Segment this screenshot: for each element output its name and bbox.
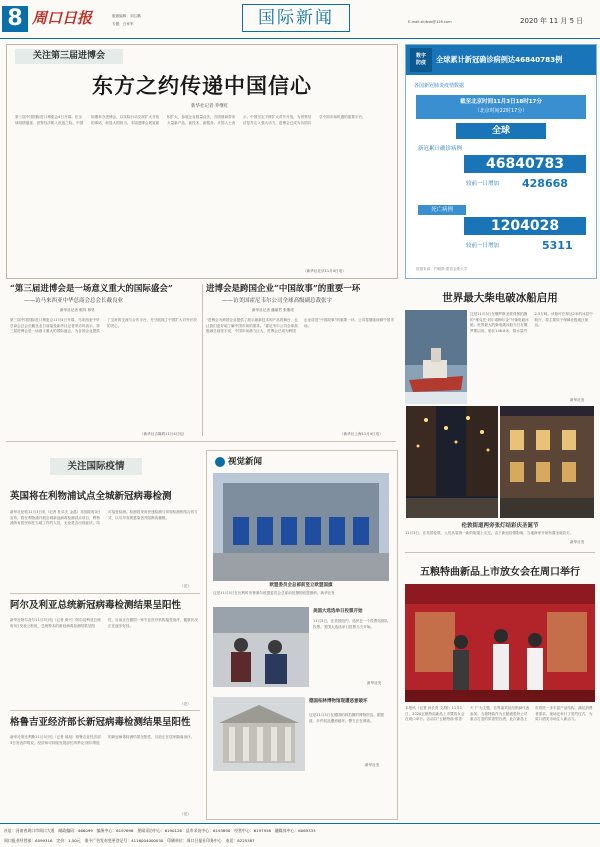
expo-sub2-body: “进博会为跨国企业提供了展示最新技术和产品的舞台，也让我们更好地了解中国市场的需求。”霍尼韦尔公司全球高级副总裁张宇说，中国市场潜力巨大，进博会已成为跨国企业讲述“中国故事”的重要一环，公司将继续深耕中国市场。 <box>206 318 394 334</box>
visual-news-box <box>206 450 398 820</box>
stats-death-delta: 5311 <box>542 239 573 252</box>
masthead <box>0 0 600 39</box>
visual-photo3-footer: 新华社发 <box>365 763 380 767</box>
ship-body: 这是11月3日在俄罗斯圣彼得堡拍摄的“维克托·切尔诺梅尔金”号柴电破冰船。世界最大的柴电破冰船当日在俄罗斯启用，船长146.8米，排水量约2.5万吨。该船可在厚达2米的冰层中航行，将主要用于保障北极地区航运。 <box>470 312 593 333</box>
stats-time-line2: （北京时间22时17分） <box>474 108 528 114</box>
covid-banner: 关注国际疫情 <box>50 458 142 475</box>
london-street-image <box>500 406 594 518</box>
visual-photo2 <box>213 607 309 687</box>
covid-h2: 阿尔及利亚总统新冠病毒检测结果呈阳性 <box>10 600 182 611</box>
stats-death-value: 1204028 <box>464 217 586 235</box>
icebreaker-ship-image <box>405 310 467 404</box>
divider <box>202 284 203 436</box>
expo-sub1-byline: 新华社记者 郁玮 林昊 <box>60 308 95 312</box>
product-launch-stage-image <box>405 584 595 702</box>
london-photo-left <box>406 406 498 518</box>
stats-source-line: 各国新冠肺炎疫情数据 <box>414 83 465 89</box>
expo-sub1-body: 第三届中国国际进口博览会11月4日开幕。马来西亚中华总商会总会长戴良业日前接受新华社记者采访时表示，第三届进博会是一场意义重大的国际盛会，为各国企业提供了宝贵的交流与合作平台，充分展现了中国扩大对外开放的决心。 <box>10 318 197 334</box>
voting-line-image <box>213 607 309 687</box>
visual-photo1-caption: 欧盟委员会总部前竖立欧盟国旗 <box>269 583 333 588</box>
stats-tag <box>410 48 432 72</box>
expo-main-box <box>6 44 398 279</box>
london-caption: 伦敦街道两旁张灯结彩庆圣诞节 <box>461 523 539 529</box>
visual-photo3-caption: 德国柏林博物馆现遭恶意破坏 <box>309 699 368 704</box>
stats-confirmed-value: 46840783 <box>464 155 586 173</box>
divider <box>10 593 200 594</box>
divider <box>6 441 396 442</box>
visual-photo3-body: 这是11月3日在德国柏林拍摄的博物馆岛。据报道，多件展品遭到破坏，警方正在调查。 <box>309 713 385 723</box>
expo-sub2-footer: （新华社上海11月4日电） <box>340 432 383 436</box>
editor-line: 版面编辑：刘召鹏 <box>112 14 141 18</box>
visual-photo2-caption: 美国大选选举日投票开始 <box>313 609 363 614</box>
stats-death-label: 死亡病例 <box>418 205 466 215</box>
edition-label: 国际新闻 <box>242 4 350 32</box>
covid-f3: （完） <box>180 812 191 816</box>
covid-h1: 英国将在利物浦试点全城新冠病毒检测 <box>10 491 172 502</box>
ship-photo <box>405 310 467 404</box>
visual-photo1-body: 这是11月3日在比利时布鲁塞尔欧盟委员会总部前拍摄的欧盟旗帜。新华社发 <box>213 591 335 595</box>
visual-photo3 <box>213 697 305 771</box>
ship-headline: 世界最大柴电破冰船启用 <box>442 292 558 304</box>
london-photo-right <box>500 406 594 518</box>
date-line: 2020 年 11 月 5 日 <box>520 17 584 25</box>
stats-region: 全球 <box>456 123 546 139</box>
expo-body: 第三届中国国际进口博览会4日开幕。在全球疫情蔓延、世界经济陷入低迷之际，中国如期举办进博会，以实际行动兑现扩大开放的承诺，彰显大国担当。本届进博会展览面积扩大，参展企业数量众多，各国展商带来大量新产品、新技术、新服务。多国人士表示，中国坚定不移扩大对外开放，为世界经济复苏注入强大动力，进博会已成为各国共享中国市场机遇的重要平台。 <box>15 115 366 125</box>
footer-rule <box>0 823 600 824</box>
visual-banner <box>215 455 262 469</box>
stats-header-bar <box>406 45 596 75</box>
stats-time-line1: 截至北京时间11月3日18时17分 <box>460 99 542 105</box>
divider <box>10 710 200 711</box>
expo-sub1-title: “第三届进博会是一场意义重大的国际盛会” <box>10 284 173 294</box>
museum-image <box>213 697 305 771</box>
stats-death-delta-label: 较前一日增加 <box>466 243 500 249</box>
page-number: 8 <box>2 6 28 32</box>
stats-header-text: 全球累计新冠确诊病例达46840783例 <box>436 55 563 64</box>
ship-footer: 新华社发 <box>570 398 585 402</box>
covid-f1: （完） <box>180 584 191 588</box>
visual-photo2-footer: 新华社发 <box>367 681 382 685</box>
covid-f2: （完） <box>180 702 191 706</box>
expo-headline: 东方之约传递中国信心 <box>92 73 312 98</box>
stats-confirmed-delta: 428668 <box>522 177 568 190</box>
expo-sub2-deck: ——访美国霍尼韦尔公司全球高级副总裁张宇 <box>222 298 333 304</box>
covid-h3: 格鲁吉亚经济部长新冠病毒检测结果呈阳性 <box>10 717 191 728</box>
expo-byline: 新华社记者 乔继红 <box>191 104 229 109</box>
stats-time-box <box>416 95 586 119</box>
london-street-image <box>406 406 498 518</box>
expo-banner: 关注第三届进博会 <box>15 49 123 64</box>
email-line: E-mail:zkrbsb@126.com <box>408 20 452 24</box>
visual-banner-text: 视觉新闻 <box>228 457 263 467</box>
stats-tag-line2: 防疫 <box>415 60 426 66</box>
stats-tag-line1: 数字 <box>415 53 426 59</box>
divider <box>405 552 595 553</box>
expo-sub2-byline: 新华社记者 潘丽君 张墨成 <box>252 308 294 312</box>
covid-b1: 新华社伦敦11月3日电（记者 杜卓夫 金晶）英国政府3日宣布，将在利物浦开展全城新冠病毒检测试点项目，利物浦所有居民和在当地工作的人员，无论是否出现症状，均可接受检测。检测将采用快速检测与常规检测相结合的方式，以尽早发现感染者并阻断传播链。 <box>10 510 198 526</box>
expo-sub1-footer: （新华社吉隆坡11月4日电） <box>140 432 187 436</box>
footer-line2: 周口报业经营部：6599316 定价：1.50元 准予广告发布变更登记号：4116004000030 印刷单位：周口日报社印务中心 电话：8225387 <box>4 838 255 843</box>
covid-stats-panel <box>405 44 597 279</box>
paper-name: 周口日报 <box>32 9 93 27</box>
london-body: 11月3日，在英国伦敦，人们从装饰一新的街道上走过。由于新冠疫情影响，当地商家开始布置圣诞彩灯。 <box>405 531 574 535</box>
visual-photo1 <box>213 473 389 581</box>
eu-flags-image <box>213 473 389 581</box>
covid-b3: 新华社第比利斯11月3日电（记者 郝旭）格鲁吉亚经济部3日发表声明说，经济和可持续发展部长纳季克·图尔纳娃的新冠病毒检测结果呈阳性，目前正在居家隔离治疗。 <box>10 735 195 745</box>
london-footer: 新华社发 <box>570 540 585 544</box>
footer-line1: 社址：河南省周口市周口大道 邮政编码：466099 编务中心：6197698 要闻采访中心：6190126 县市采访中心：6193890 经营中心：6197958 融媒体中心：6069333 <box>4 828 316 833</box>
stats-confirmed-delta-label: 较前一日增加 <box>466 181 500 187</box>
expo-sub2-title: 进博会是跨国企业“中国故事”的重要一环 <box>206 284 361 294</box>
camera-icon <box>215 457 225 467</box>
covid-b2: 新华社阿尔及尔11月3日电（记者 黄兴）阿尔及利亚总统府3日发表公报说，总统特本的新冠病毒检测结果呈阳性，目前正在德国一家专业医疗机构接受治疗，健康状况正在逐步好转。 <box>10 618 198 628</box>
stats-confirmed-label: 新冠累计确诊病例 <box>418 146 463 152</box>
expo-footer: （新华社北京11月4日电） <box>303 269 346 273</box>
expo-sub1-deck: ——访马来西亚中华总商会总会长戴良业 <box>24 298 124 304</box>
wuliang-photo <box>405 584 595 702</box>
visual-photo2-body: 11月3日，在美国纽约，选民在一个投票站排队投票。美国大选选举日投票当天开始。 <box>313 619 389 629</box>
wuliang-headline: 五粮特曲新品上市放女会在周口举行 <box>420 567 580 578</box>
wuliang-body: 本报讯（记者 孙长青 文/图）11月1日，2020五粮特曲新品上市暨放女会在周口举行。活动以“五粮特曲·浓香天下”为主题，各界嘉宾及经销商代表参加。五粮特曲作为五粮液股份公司重点打造的浓香型白酒，此次新品上市将进一步丰富产品结构，满足消费者需求。现场还举行了签约仪式，为周口酒类市场注入新活力。 <box>405 706 593 722</box>
stats-source-note: 数据来源：约翰斯·霍普金斯大学 <box>416 267 468 271</box>
proof-line: 专题：白家军 <box>112 22 134 26</box>
